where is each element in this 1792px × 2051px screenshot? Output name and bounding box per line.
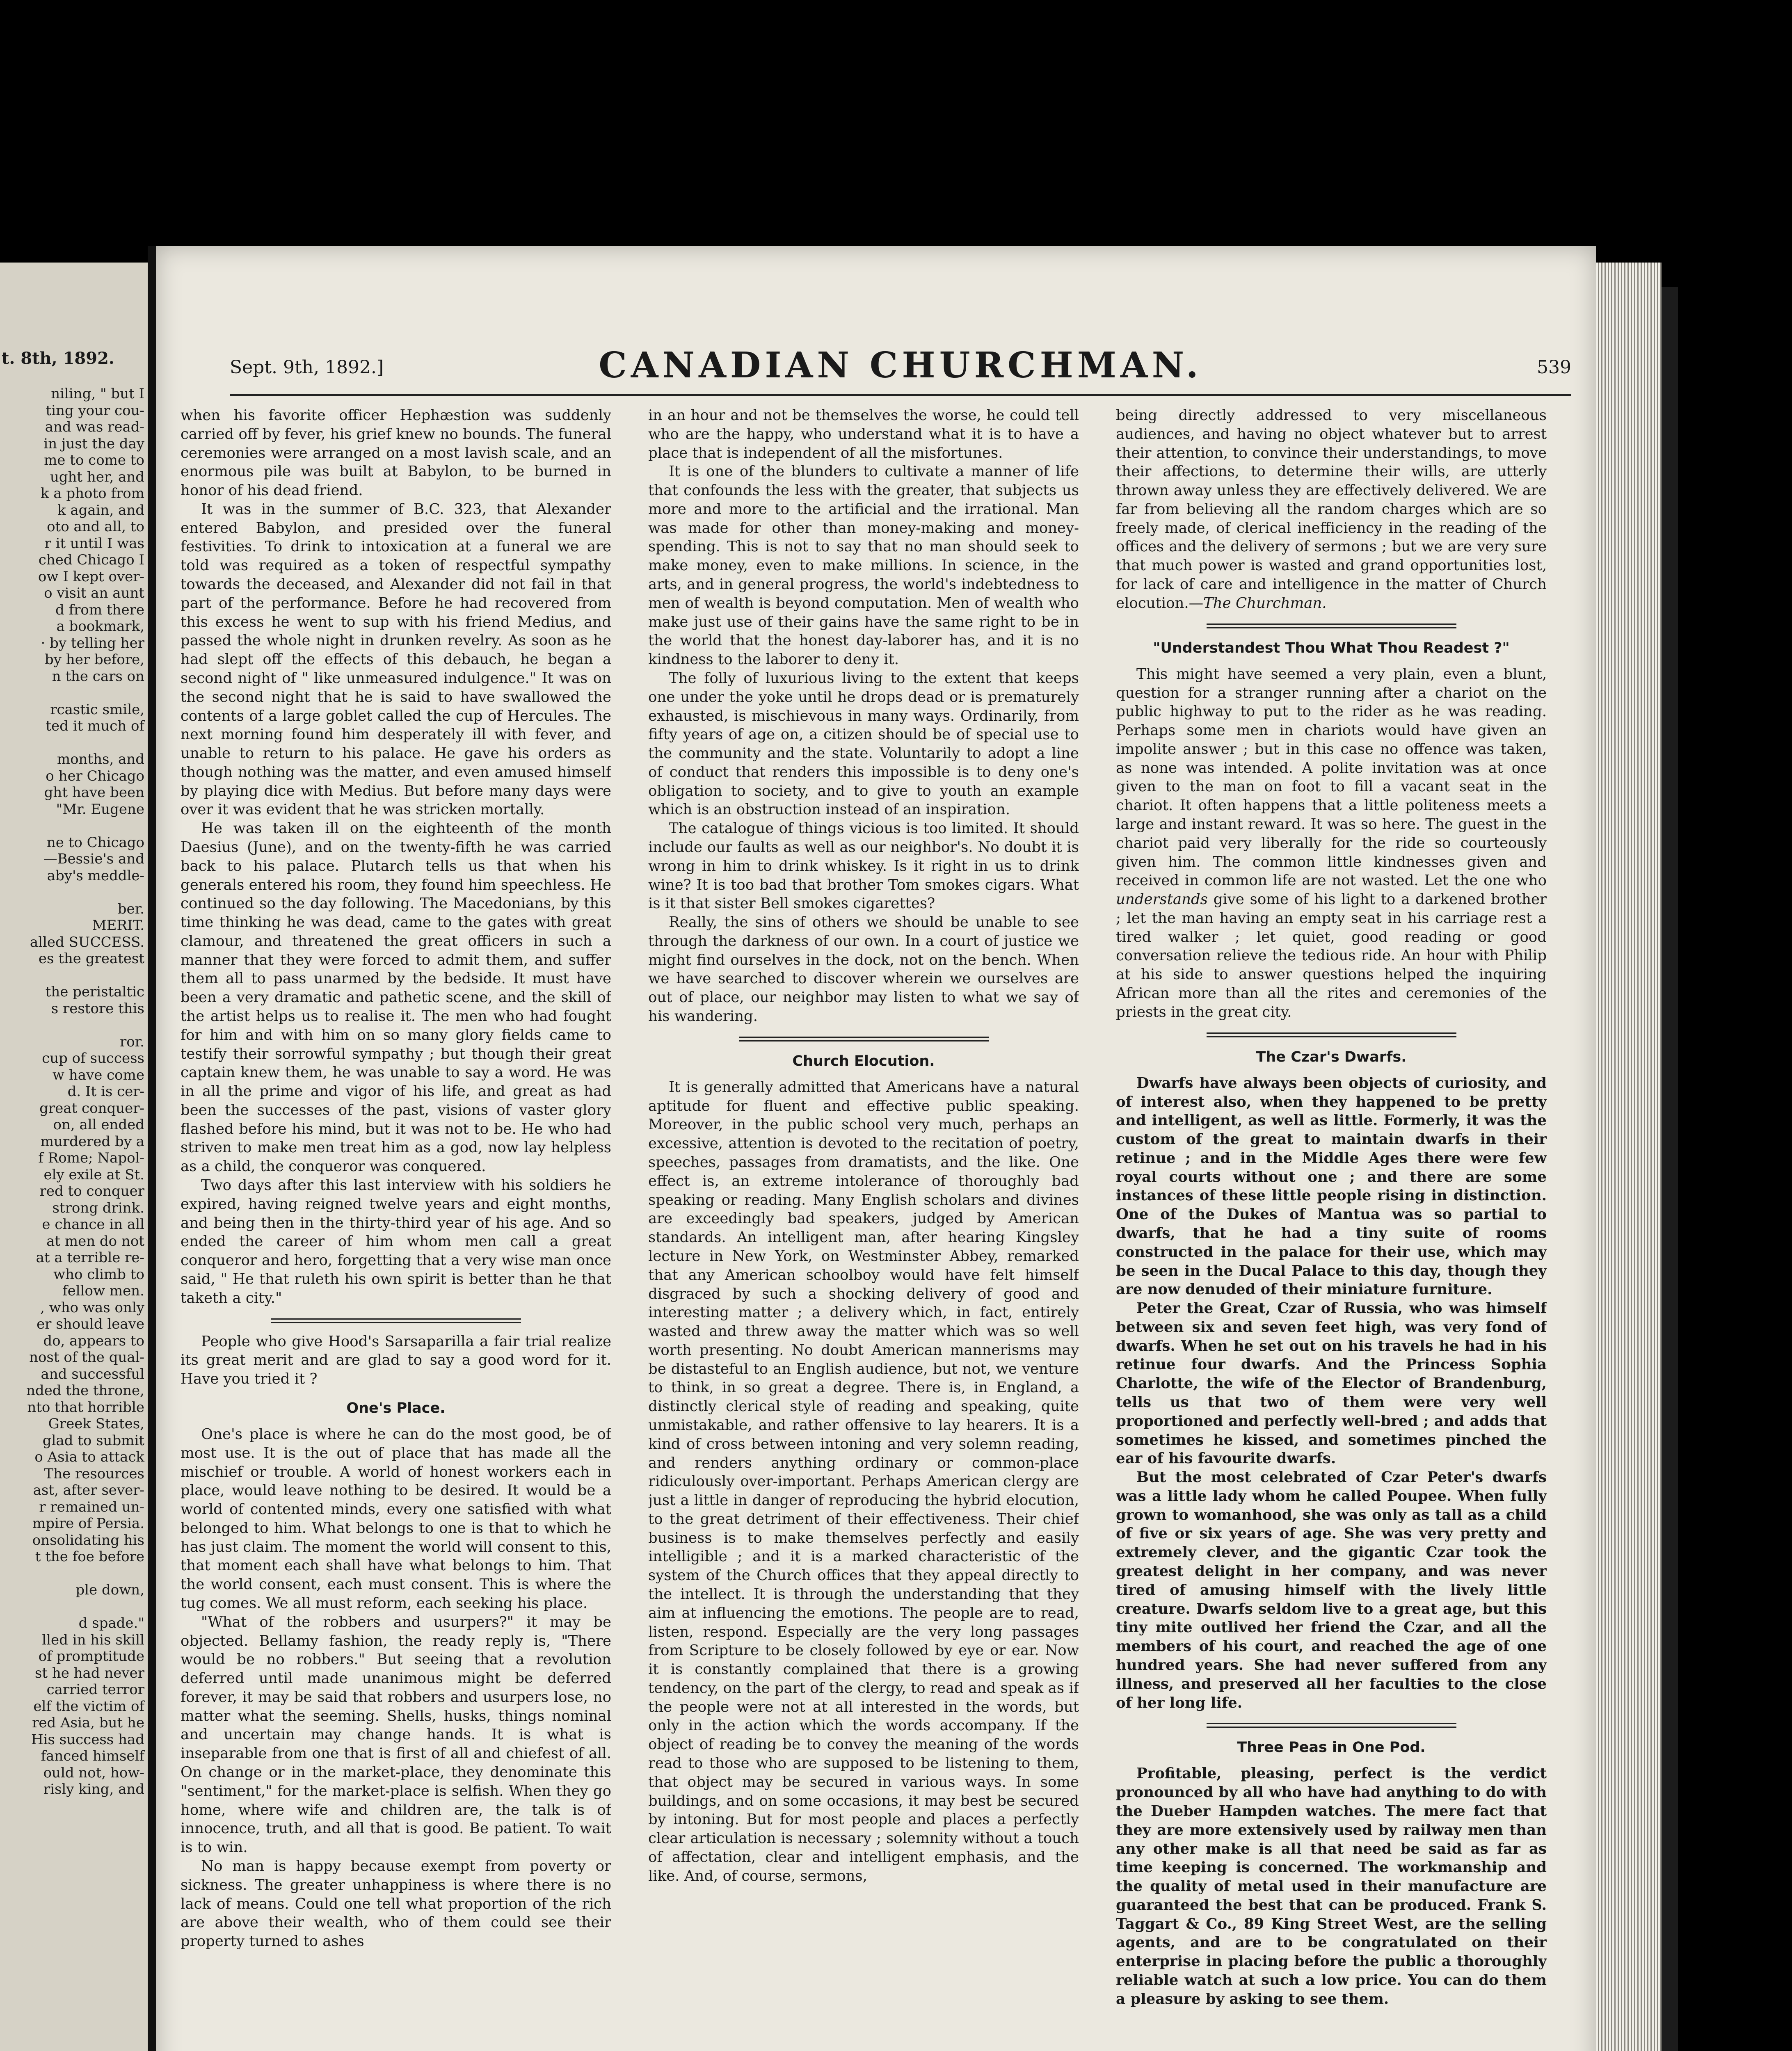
facing-page-line: ould not, how- bbox=[43, 1764, 144, 1781]
facing-page-line: r remained un- bbox=[39, 1498, 144, 1515]
facing-page-line: rcastic smile, bbox=[50, 701, 144, 718]
facing-page-line: aby's meddle- bbox=[47, 867, 144, 884]
facing-page-line: · by telling her bbox=[41, 635, 144, 651]
page-header bbox=[230, 340, 1571, 394]
ones-place-paragraph-2: "What of the robbers and usurpers?" it may be objected. Bellamy fashion, the ready reply is, "There would be no robbers." But seeing that a revolution deferred until made unanimous might be deferred forever, it may be said that robbers and usurpers lose, no matter what the seeming. Shells, husks, things nominal and uncertain may change hands. It is what is inseparable from one that is first of all and chiefest of all. On change or in the market-place, they denominate this "sentiment," for the market-place is selfish. When they go home, where wife and children are, the talk is of innocence, truth, and all that is good. Be patient. To wait is to win. bbox=[181, 1613, 611, 1856]
facing-page-line: o her Chicago bbox=[46, 767, 144, 784]
facing-page-line: d. It is cer- bbox=[67, 1083, 144, 1100]
facing-page-line: o Asia to attack bbox=[34, 1449, 144, 1465]
facing-page-line: fellow men. bbox=[62, 1283, 144, 1299]
facing-page-line: do, appears to bbox=[43, 1332, 144, 1349]
facing-page-line: w have come bbox=[52, 1067, 144, 1083]
facing-page-line: by her before, bbox=[45, 651, 144, 668]
facing-page-line: fanced himself bbox=[41, 1748, 144, 1764]
facing-page-line: niling, " but I bbox=[51, 386, 144, 402]
ones-place-paragraph-7: Really, the sins of others we should be unable to see through the darkness of our own. In a court of justice we might find ourselves in the dock, not on the bench. When we have searched to discover wherein we ourselves are out of place, our neighbor may listen to what we say of his wandering. bbox=[648, 914, 1079, 1025]
facing-page-line: ting your cou- bbox=[46, 402, 144, 419]
facing-page-line: murdered by a bbox=[40, 1133, 144, 1150]
facing-page-line: e chance in all bbox=[42, 1216, 144, 1233]
column-3 bbox=[1116, 406, 1547, 2051]
ones-place-paragraph-4: It is one of the blunders to cultivate a manner of life that confounds the less with the greater, that subjects us more and more to the artificial and the irrational. Man was made for other than money-making and money-spending. This is not to say that no man should seek to make money, even to make millions. In science, in the arts, and in general progress, the world's indebtedness to men of wealth is beyond computation. Men of wealth who make just use of their gains have the same right to be in the world that the honest day-laborer has, and it is no kindness to the laborer to deny it. bbox=[648, 463, 1079, 668]
facing-page-line: elf the victim of bbox=[33, 1698, 144, 1715]
facing-page-line: nded the throne, bbox=[26, 1382, 144, 1399]
facing-page-line: onsolidating his bbox=[32, 1532, 144, 1549]
facing-page-line: ught her, and bbox=[50, 468, 144, 485]
section-divider bbox=[1207, 1723, 1456, 1728]
facing-page-line: of promptitude bbox=[38, 1648, 144, 1665]
issue-date: Sept. 9th, 1892.] bbox=[230, 357, 384, 378]
facing-page-line: ple down, bbox=[75, 1582, 144, 1598]
facing-page-line: Greek States, bbox=[48, 1416, 144, 1432]
facing-page-line: me to come to bbox=[44, 452, 144, 468]
facing-page-line: nto that horrible bbox=[27, 1399, 144, 1416]
facing-page-line: at a terrible re- bbox=[36, 1249, 144, 1266]
masthead-title: CANADIAN CHURCHMAN. bbox=[599, 345, 1202, 386]
facing-page-line: at men do not bbox=[46, 1233, 144, 1249]
facing-page-line: risly king, and bbox=[43, 1781, 144, 1797]
facing-page-date: t. 8th, 1892. bbox=[2, 349, 114, 368]
ones-place-paragraph-3: No man is happy because exempt from poverty or sickness. The greater unhappiness is where there is no lack of means. Could one tell what proportion of the rich are above their wealth, who of them could see their property turned to ashes bbox=[181, 1857, 611, 1950]
facing-page-line: a bookmark, bbox=[56, 618, 144, 635]
heading-three-peas: Three Peas in One Pod. bbox=[1237, 1739, 1426, 1756]
dwarfs-paragraph-3: But the most celebrated of Czar Peter's dwarfs was a little lady whom he called Poupee. When fully grown to womanhood, she was only as tall as a child of five or six years of age. She was very pretty and extremely clever, and the gigantic Czar took the greatest delight in her company, and was never tired of amusing himself with the lively little creature. Dwarfs seldom live to a great age, but this tiny mite outlived her friend the Czar, and all the members of his court, and reached the age of one hundred years. She had never suffered from any illness, and preserved all her faculties to the close of her long life. bbox=[1116, 1469, 1547, 1711]
facing-page-line: ow I kept over- bbox=[38, 568, 144, 585]
elocution-paragraph-1: It is generally admitted that Americans have a natural aptitude for fluent and effective public speaking. Moreover, in the public school very much, perhaps an excessive, attention is devoted to the recitation of poetry, speeches, passages from dramatists, and the like. One effect is, an extreme intolerance of thoroughly bad speaking or reading. Many English scholars and divines are exceedingly bad speakers, judged by American standards. An intelligent man, after hearing Kingsley lecture in New York, on Westminster Abbey, remarked that any American schoolboy would have felt himself disgraced by such a shocking delivery of good and interesting matter ; a delivery which, in fact, entirely wasted and threw away the matter which was so well worth presenting. No doubt American mannerisms may be distasteful to an English audience, but not, we venture to think, in so great a degree. There is, in England, a distinctly clerical style of reading and speaking, quite unmistakable, and rather offensive to lay hearers. It is a kind of cross between intoning and very solemn reading, and renders anything ordinary or common-place ridiculously over-important. Perhaps American clergy are just a little in danger of reproducing the hybrid elocution, to the great detriment of their effectiveness. Their chief business is to make themselves perfectly and easily intelligible ; and it is a marked characteristic of the system of the Church offices that they appeal directly to the intellect. It is through the understanding that they aim at influencing the emotions. The people are to read, listen, respond. Especially are the very long passages from Scripture to be closely followed by eye or ear. Now it is constantly complained that there is a growing tendency, on the part of the clergy, to read and speak as if the people were not at all interested in the words, but only in the action which the words accompany. If the object of reading be to convey the meaning of the words read to those who are supposed to be listening to them, that object may be secured in various ways. In some buildings, and on some occasions, it may best be secured by intoning. But for most people and places a perfectly clear articulation is necessary ; solemnity without a touch of affectation, clear and intelligent emphasis, and the like. And, of course, sermons, bbox=[648, 1078, 1079, 1884]
facing-page-line: "Mr. Eugene bbox=[56, 801, 144, 818]
facing-page-line: great conquer- bbox=[39, 1100, 144, 1117]
facing-page-line: t the foe before bbox=[35, 1549, 144, 1565]
facing-page-line: MERIT. bbox=[92, 917, 144, 934]
facing-page-line: mpire of Persia. bbox=[32, 1515, 144, 1532]
column-1 bbox=[181, 406, 611, 2051]
facing-page-line: red to conquer bbox=[39, 1183, 144, 1199]
facing-page-line: n the cars on bbox=[52, 668, 144, 685]
facing-page-line: —Bessie's and bbox=[43, 851, 144, 867]
understandest-paragraph bbox=[1116, 665, 1547, 1022]
facing-page-line: lled in his skill bbox=[42, 1631, 144, 1648]
facing-page-line: ber. bbox=[117, 900, 144, 917]
facing-page-line: o visit an aunt bbox=[44, 585, 144, 601]
ones-place-paragraph-6: The catalogue of things vicious is too limited. It should include our faults as well as our neighbor's. No doubt it is wrong in him to drink whiskey. Is it right in us to drink wine? It is too bad that brother Tom smokes cigars. What is it that sister Bell smokes cigarettes? bbox=[648, 820, 1079, 912]
page-edges bbox=[1596, 263, 1662, 2051]
heading-church-elocution: Church Elocution. bbox=[792, 1053, 935, 1069]
elocution-text: being directly addressed to very miscellaneous audiences, and having no object whatever but to arrest their attention, to convince their understandings, to move their affections, to determine their wills, are utterly thrown away unless they are effectively delivered. We are far from believing all the random charges which are so freely made, of clerical inefficiency in the reading of the offices and the delivery of sermons ; but we are very sure that much power is wasted and grand opportunities lost, for lack of care and intelligence in the matter of Church elocution.— bbox=[1116, 407, 1547, 612]
section-divider bbox=[1207, 1032, 1456, 1037]
sarsaparilla-ad: People who give Hood's Sarsaparilla a fair trial realize its great merit and are glad to say a good word for it. Have you tried it ? bbox=[181, 1333, 611, 1388]
dwarfs-paragraph-2: Peter the Great, Czar of Russia, who was himself between six and seven feet high, was very fond of dwarfs. When he set out on his travels he had in his retinue four dwarfs. And the Princess Sophia Charlotte, the wife of the Elector of Brandenburg, tells us that two of them were very well proportioned and perfectly well-bred ; and adds that sometimes he kissed, and sometimes pinched the ear of his favourite dwarfs. bbox=[1116, 1300, 1547, 1467]
facing-page-line: ched Chicago I bbox=[38, 552, 144, 568]
facing-page-line: ted it much of bbox=[46, 718, 144, 734]
understandest-text: This might have seemed a very plain, even a blunt, question for a stranger running after a chariot on the public highway to put to the rider as he was reading. Perhaps some men in chariots would have given an impolite answer ; but in this case no offence was taken, as none was intended. A polite invitation was at once given to the man on foot to fill a vacant seat in the chariot. It often happens that a little politeness meets a large and instant reward. It was so here. The guest in the chariot paid very liberally for the ride so courteously given him. The common little kindnesses given and received in common life are not wasted. Let the one who bbox=[1116, 665, 1547, 889]
facing-page-fragment bbox=[0, 263, 148, 2051]
facing-page-line: glad to submit bbox=[42, 1432, 144, 1449]
facing-page-line: carried terror bbox=[46, 1681, 144, 1698]
facing-page-line: ast, after sever- bbox=[33, 1482, 144, 1498]
ones-place-continued: in an hour and not be themselves the worse, he could tell who are the happy, who understand what it is to have a place that is independent of all the misfortunes. bbox=[648, 407, 1079, 461]
facing-page-line: , who was only bbox=[40, 1299, 144, 1316]
dwarfs-paragraph-1: Dwarfs have always been objects of curiosity, and of interest also, when they happened to be pretty and intelligent, as well as little. Formerly, it was the custom of the great to maintain dwarfs in their retinue ; and in the Middle Ages there were few royal courts without one ; and there are some instances of these little people rising in distinction. One of the Dukes of Mantua was so partial to dwarfs, that he had a tiny suite of rooms constructed in the palace for their use, which may be seen in the Ducal Palace to this day, though they are now denuded of their miniature furniture. bbox=[1116, 1074, 1547, 1298]
elocution-continued bbox=[1116, 406, 1547, 613]
understandest-text-rest: give some of his light to a darkened brother ; let the man having an empty seat in his carriage rest a tired walker ; let quiet, good reading or good conversation relieve the tedious ride. An hour with Philip at his side to answer questions helped the inquiring African more than all the rites and ceremonies of the priests in the great city. bbox=[1116, 891, 1547, 1021]
facing-page-line: alled SUCCESS. bbox=[30, 934, 144, 950]
ones-place-paragraph-5: The folly of luxurious living to the extent that keeps one under the yoke until he drops dead or is prematurely exhausted, is mischievous in many ways. Ordinarily, from fifty years of age on, a citizen should be of special use to the community and the state. Voluntarily to adopt a line of conduct that renders this impossible is to deny one's obligation to society, and to give to youth an example which is an obstruction instead of an inspiration. bbox=[648, 669, 1079, 818]
facing-page-line: k a photo from bbox=[40, 485, 144, 502]
facing-page-line: d spade." bbox=[78, 1615, 144, 1631]
facing-page-line: ne to Chicago bbox=[46, 834, 144, 851]
three-peas-paragraph: Profitable, pleasing, perfect is the verdict pronounced by all who have had anything to do with the Dueber Hampden watches. The mere fact that they are more extensively used by railway men than any other make is all that need be said as far as time keeping is concerned. The workmanship and the quality of metal used in their manufacture are guaranteed the best that can be produced. Frank S. Taggart & Co., 89 King Street West, are the selling agents, and are to be congratulated on their enterprise in placing before the public a thoroughly reliable watch at such a low price. You can do them a pleasure by asking to see them. bbox=[1116, 1765, 1547, 2008]
facing-page-line: red Asia, but he bbox=[32, 1715, 144, 1731]
facing-page-line: in just the day bbox=[43, 435, 144, 452]
facing-page-line: r it until I was bbox=[44, 535, 144, 552]
facing-page-line: who climb to bbox=[53, 1266, 144, 1283]
facing-page-line: ely exile at St. bbox=[43, 1166, 144, 1183]
facing-page-line: f Rome; Napol- bbox=[38, 1150, 144, 1166]
facing-page-line: and successful bbox=[41, 1366, 144, 1382]
facing-page-line: strong drink. bbox=[52, 1199, 144, 1216]
book-spine-shadow bbox=[1662, 287, 1678, 2051]
heading-czars-dwarfs: The Czar's Dwarfs. bbox=[1256, 1048, 1407, 1065]
alexander-paragraph-2: It was in the summer of B.C. 323, that Alexander entered Babylon, and presided over the funeral festivities. To drink to intoxication at a funeral we are told was required as a token of respectful sympathy towards the deceased, and Alexander did not fail in that part of the performance. Before he had recovered from this excess he went to sup with his friend Medius, and passed the whole night in drunken revelry. As soon as he had slept off the effects of this debauch, he began a second night of " like unmeasured indulgence." It was on the second night that he is said to have swallowed the contents of a large goblet called the cup of Hercules. The next morning found him desperately ill with fever, and unable to return to his palace. He gave his orders as though nothing was the matter, and even amused himself by playing dice with Medius. But before many days were over it was evident that he was stricken mortally. bbox=[181, 500, 611, 818]
facing-page-line: oto and all, to bbox=[47, 518, 144, 535]
facing-page-line: nost of the qual- bbox=[29, 1349, 144, 1366]
facing-page-line: the peristaltic bbox=[45, 984, 144, 1000]
book-gutter bbox=[148, 246, 156, 2051]
header-rule bbox=[230, 394, 1571, 396]
newspaper-page bbox=[156, 246, 1596, 2051]
page-number: 539 bbox=[1537, 357, 1571, 378]
alexander-continued-paragraph: when his favorite officer Hephæstion was suddenly carried off by fever, his grief knew no bounds. The funeral ceremonies were arranged on a most lavish scale, and an enormous pile was built at Babylon, to be burned in honor of his dead friend. bbox=[181, 407, 611, 499]
heading-understandest: "Understandest Thou What Thou Readest ?" bbox=[1153, 640, 1510, 656]
facing-page-line: d from there bbox=[55, 601, 144, 618]
facing-page-line: ror. bbox=[119, 1033, 144, 1050]
section-divider bbox=[1207, 624, 1456, 628]
understandest-emphasis: understands bbox=[1116, 891, 1208, 908]
section-divider bbox=[739, 1037, 989, 1041]
facing-page-line: es the greatest bbox=[38, 950, 144, 967]
facing-page-line: cup of success bbox=[42, 1050, 144, 1067]
facing-page-line: ght have been bbox=[44, 784, 144, 801]
facing-page-line: st he had never bbox=[34, 1665, 144, 1681]
facing-page-line: His success had bbox=[31, 1731, 144, 1748]
ones-place-paragraph-1: One's place is where he can do the most good, be of most use. It is the out of place that has made all the mischief or trouble. A world of honest workers each in place, would leave nothing to be desired. It would be a world of contented minds, every one satisfied with what belonged to him. What belongs to one is that to which he has just claim. The moment the world will consent to this, that moment each shall have what belongs to him. That the world consent, each must consent. This is where the tug comes. We all must reform, each seeking his place. bbox=[181, 1425, 611, 1612]
source-attribution: The Churchman. bbox=[1203, 594, 1327, 612]
facing-page-line: and was read- bbox=[45, 419, 144, 435]
facing-page-line: s restore this bbox=[51, 1000, 144, 1017]
facing-page-line: on, all ended bbox=[53, 1117, 144, 1133]
alexander-paragraph-3: He was taken ill on the eighteenth of the month Daesius (June), and on the twenty-fifth he was carried back to his palace. Plutarch tells us that when his generals entered his room, they found him speechless. He continued so the day following. The Macedonians, by this time thinking he was dead, came to the gates with great clamour, and threatened the great officers in such a manner that they were forced to admit them, and suffer them all to pass unarmed by the bedside. It must have been a very dramatic and pathetic scene, and the skill of the artist helps us to realise it. The men who had fought for him and with him on so many glory fields came to testify their sorrowful sympathy ; but though their great captain knew them, he was unable to say a word. He was in all the prime and vigor of his life, and great as had been the successes of the past, visions of vaster glory flashed before his mind, but it was not to be. He who had striven to make men treat him as a god, now lay helpless as a child, the conqueror was conquered. bbox=[181, 820, 611, 1175]
facing-page-line: er should leave bbox=[37, 1316, 144, 1332]
facing-page-line: k again, and bbox=[57, 502, 144, 518]
column-2 bbox=[648, 406, 1079, 2051]
facing-page-line: months, and bbox=[57, 751, 144, 767]
heading-ones-place: One's Place. bbox=[346, 1400, 446, 1416]
section-divider bbox=[271, 1318, 521, 1323]
facing-page-line: The resources bbox=[44, 1465, 144, 1482]
alexander-paragraph-4: Two days after this last interview with his soldiers he expired, having reigned twelve years and eight months, and being then in the thirty-third year of his age. And so ended the career of him whom men call a great conqueror and hero, forgetting that a very wise man once said, " He that ruleth his own spirit is better than he that taketh a city." bbox=[181, 1177, 611, 1306]
